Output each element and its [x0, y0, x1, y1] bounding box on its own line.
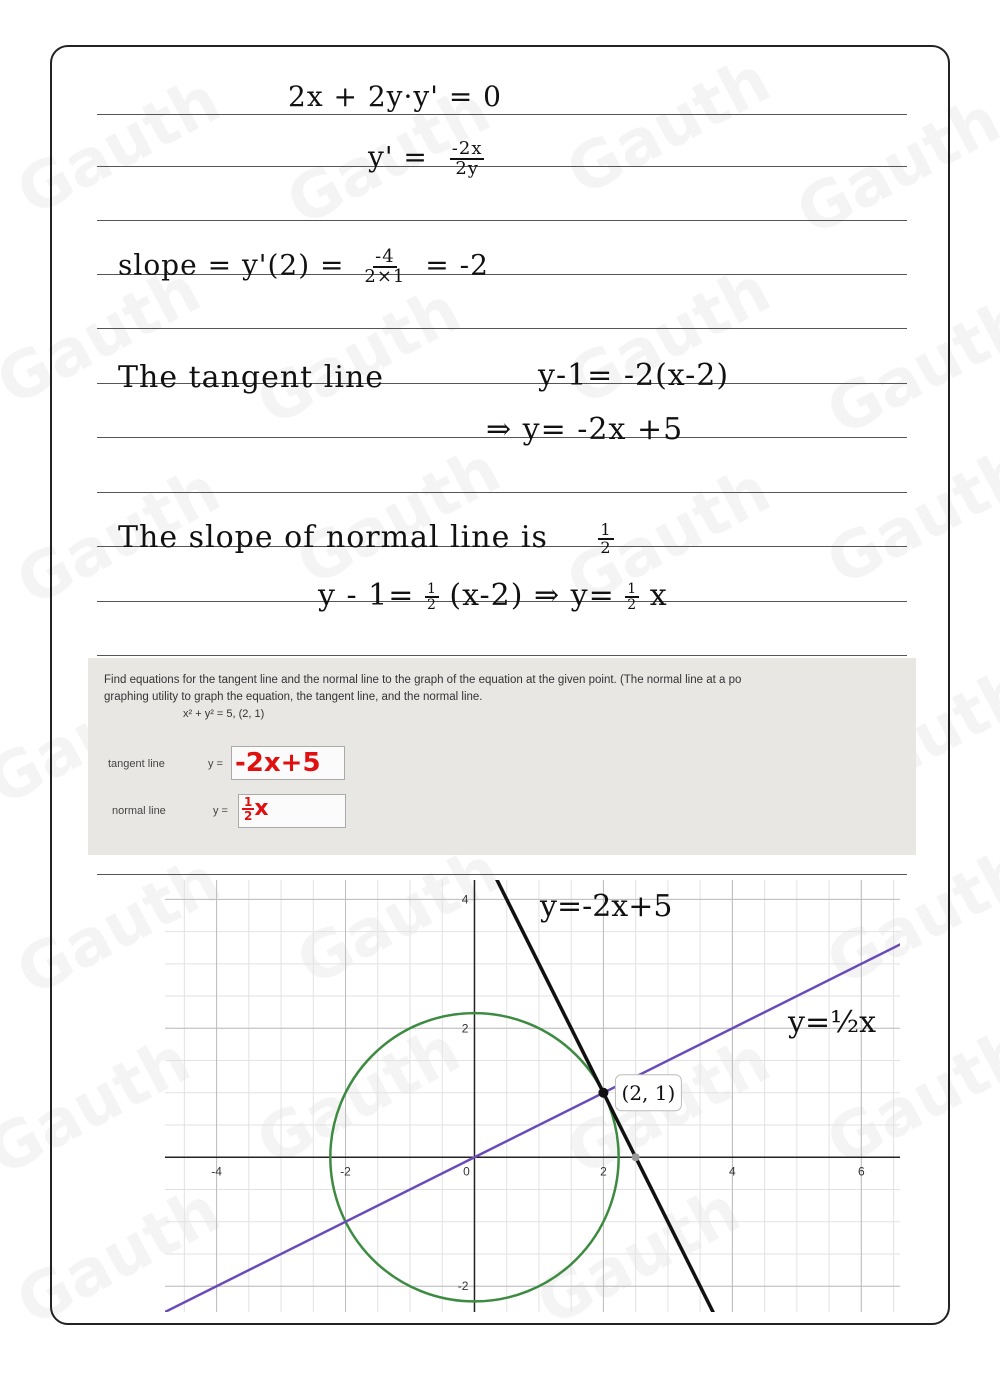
tangent-y-equals: y = — [208, 758, 223, 770]
question-line-2: graphing utility to graph the equation, the tangent line, and the normal line. — [104, 691, 483, 703]
given-point: (2, 1) — [238, 708, 265, 720]
x-tick-label: 4 — [729, 1164, 736, 1179]
work-line-7-c: x — [649, 578, 668, 613]
normal-y-equals: y = — [213, 805, 228, 817]
intersection-marker — [632, 1153, 640, 1161]
work-line-7-b: (x-2) ⇒ y= — [449, 578, 615, 613]
fraction-denominator: 2 — [600, 538, 612, 557]
work-line-4-eq: y-1= -2(x-2) — [538, 358, 730, 393]
normal-answer-var: x — [254, 796, 269, 821]
work-line-1: 2x + 2y·y' = 0 — [288, 80, 502, 113]
fraction-numerator: -4 — [375, 246, 395, 267]
point-label: (2, 1) — [621, 1080, 676, 1105]
tangent-line — [101, 87, 965, 1380]
fraction-denominator: 2y — [455, 158, 479, 179]
work-line-4-text: The tangent line — [118, 360, 385, 395]
fraction-denominator: 2 — [426, 597, 437, 613]
fraction-numerator: 1 — [600, 520, 612, 539]
fraction-denominator: 2 — [627, 597, 638, 613]
x-tick-label: 2 — [600, 1164, 607, 1179]
normal-line — [101, 912, 965, 1344]
fraction-numerator: 1 — [426, 581, 437, 597]
x-tick-label: 6 — [857, 1164, 865, 1179]
fraction-denominator: 2 — [244, 809, 253, 823]
work-line-3-b: = -2 — [425, 248, 489, 282]
work-line-3-a: slope = y'(2) = — [118, 248, 345, 282]
tangent-answer: -2x+5 — [235, 748, 321, 778]
y-tick-label: -2 — [457, 1279, 469, 1294]
y-tick-label: 2 — [461, 1021, 469, 1036]
work-line-2-lhs: y' = — [368, 140, 428, 174]
x-tick-label: -4 — [211, 1164, 222, 1179]
fraction-numerator: 1 — [244, 795, 253, 809]
question-line-1: Find equations for the tangent line and the normal line to the graph of the equation at the given point. (The normal line at a po — [104, 674, 742, 686]
equation: x² + y² = 5, — [183, 708, 236, 720]
fraction-numerator: 1 — [627, 581, 638, 597]
work-line-6-text: The slope of normal line is — [118, 520, 548, 555]
fraction-denominator: 2×1 — [364, 266, 406, 287]
y-tick-label: 4 — [461, 892, 469, 907]
work-line-5: ⇒ y= -2x +5 — [486, 412, 684, 447]
tangent-line-label: y=-2x+5 — [540, 889, 673, 924]
normal-line-label: y=½x — [788, 1005, 877, 1040]
tangent-line-label: tangent line — [108, 758, 165, 770]
x-tick-label: -2 — [340, 1164, 351, 1179]
x-tick-label: 0 — [463, 1164, 470, 1179]
point-marker — [598, 1088, 608, 1098]
work-line-7-a: y - 1= — [318, 578, 415, 613]
fraction-numerator: -2x — [451, 138, 483, 159]
normal-line-label: normal line — [112, 805, 166, 817]
